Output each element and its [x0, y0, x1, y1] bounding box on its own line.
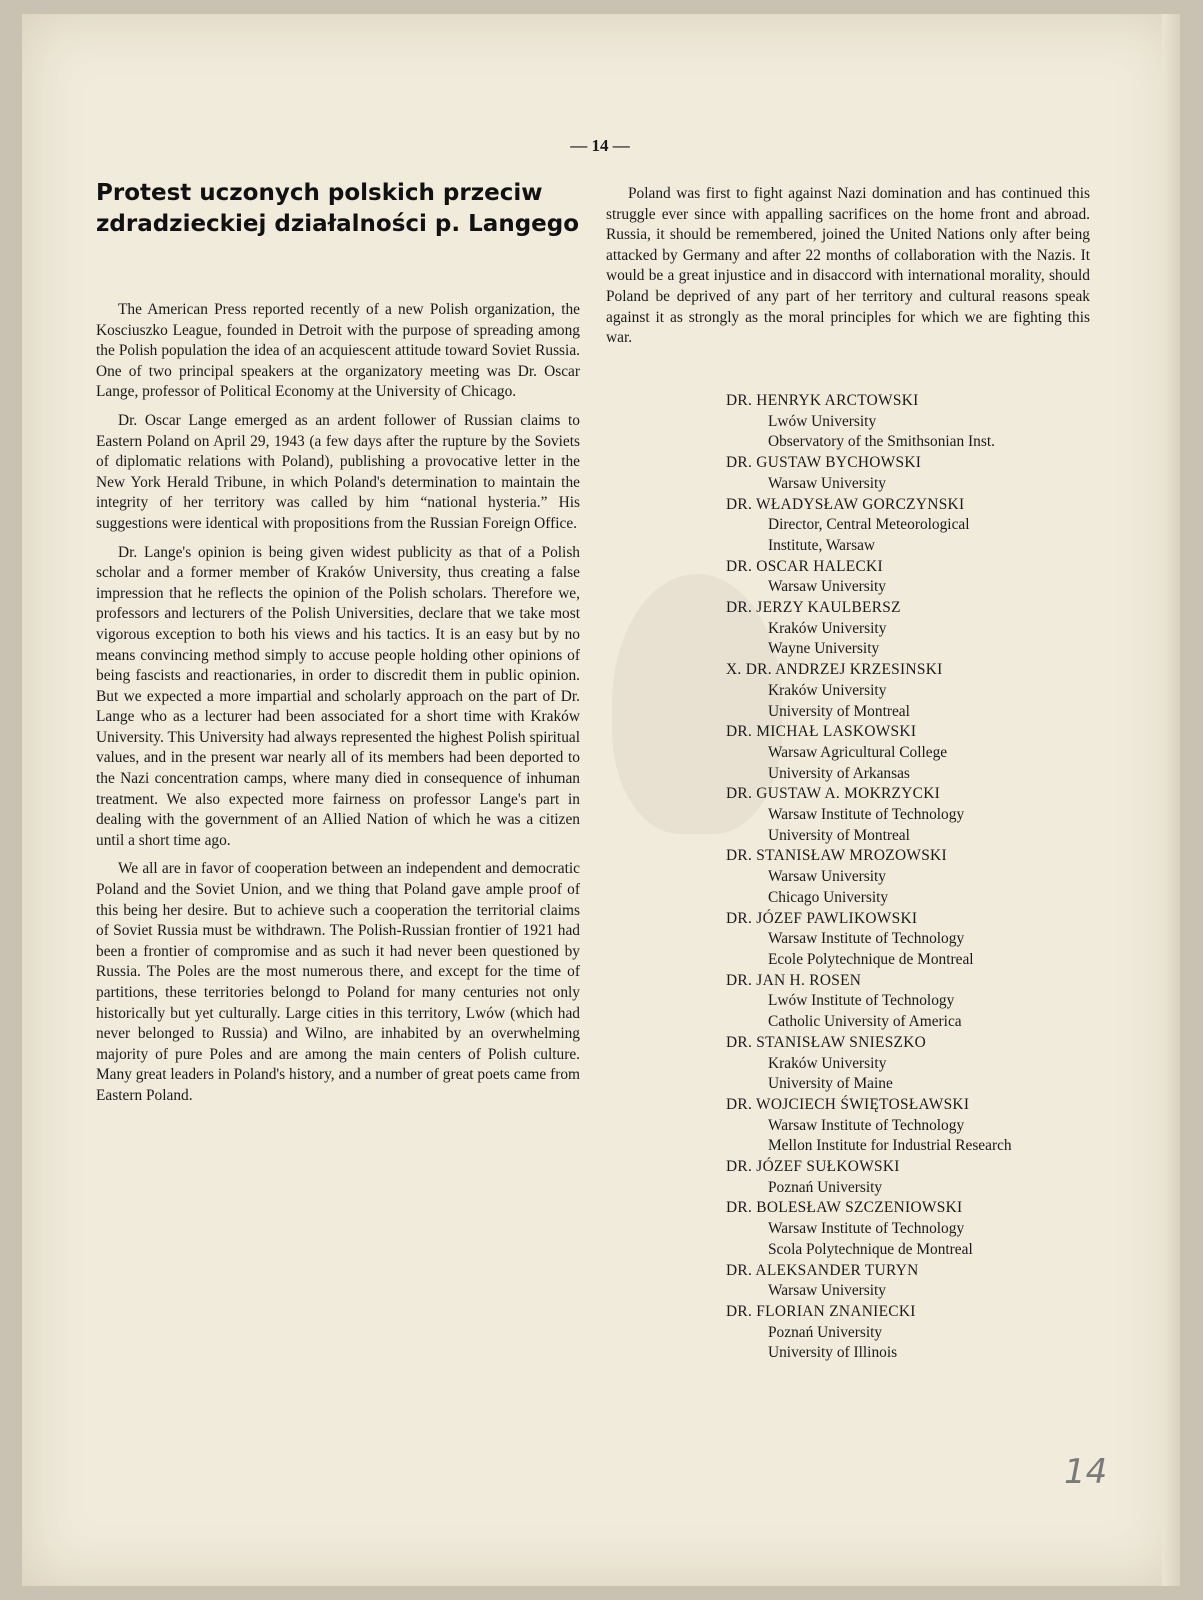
signatory: [726, 598, 1106, 660]
page-number: — 14 —: [570, 136, 630, 155]
right-column: [606, 184, 1090, 357]
signatory-affiliation: Warsaw Institute of Technology: [768, 930, 965, 948]
signatory-affiliation: Warsaw Institute of Technology: [768, 1220, 965, 1238]
signatory-affiliation: University of Montreal: [768, 702, 910, 720]
signatory-affiliation: Warsaw University: [768, 868, 887, 886]
signatory-name: DR. GUSTAW A. MOKRZYCKI: [726, 785, 941, 803]
left-column: [96, 300, 580, 1115]
signatory-affiliation: Mellon Institute for Industrial Research: [768, 1137, 1012, 1155]
signatory-affiliation: Kraków University: [768, 1054, 887, 1072]
signatory-name: DR. HENRYK ARCTOWSKI: [726, 392, 919, 409]
signatory-name: DR. BOLESŁAW SZCZENIOWSKI: [726, 1199, 963, 1217]
body-paragraph: Dr. Lange's opinion is being given widest publicity as that of a Polish scholar and a former member of Kraków University, thus creating a false impression that he reflects the opinion of the Polish scholars. Therefore we, professors and lecturers of the Polish Universities, declare that we take most vigorous exception to both his views and his tactics. It is an easy but by no means convincing method simply to accuse people holding other opinions of being fascists and reactionaries, in order to discredit them in public opinion. But we expected a more impartial and scholarly approach on the part of Dr. Lange who as a lecturer had been associated for a short time with Kraków University. This University had always represented the highest Polish spiritual values, and in the present war nearly all of its members had been deported to the Nazi concentration camps, where many died in consequence of inhuman treatment. We also expected more fairness on professor Lange's part in dealing with the government of an Allied Nation of which he was a citizen until a short time ago.: [96, 543, 580, 849]
signatory: [726, 1302, 1106, 1364]
signatory-affiliation: University of Arkansas: [768, 764, 910, 782]
signatory-affiliation: Warsaw University: [768, 1282, 887, 1300]
signatory: [726, 1033, 1106, 1095]
signatory: [726, 1157, 1106, 1198]
signatory: [726, 391, 1106, 453]
signatory-name: DR. JAN H. ROSEN: [726, 971, 862, 989]
signatory-affiliation: Director, Central Meteorological: [768, 516, 970, 534]
signatory-name: DR. JÓZEF SUŁKOWSKI: [726, 1158, 900, 1176]
signatory-name: DR. MICHAŁ LASKOWSKI: [726, 723, 917, 741]
signatory: [726, 1095, 1106, 1157]
signatory-affiliation: Chicago University: [768, 888, 889, 906]
signatory-list: [726, 391, 1106, 1364]
signatory-affiliation: Ecole Polytechnique de Montreal: [768, 950, 974, 968]
signatory-name: DR. JÓZEF PAWLIKOWSKI: [726, 909, 918, 927]
signatory-name: DR. WŁADYSŁAW GORCZYNSKI: [726, 495, 965, 513]
signatory-affiliation: Observatory of the Smithsonian Inst.: [768, 433, 995, 451]
signatory-affiliation: Lwów Institute of Technology: [768, 992, 955, 1010]
signatory-affiliation: Wayne University: [768, 640, 880, 658]
signatory-affiliation: Institute, Warsaw: [768, 536, 876, 554]
signatory-affiliation: Poznań University: [768, 1323, 883, 1341]
signatory-affiliation: Warsaw University: [768, 578, 887, 596]
body-paragraph: Poland was first to fight against Nazi domination and has continued this struggle ever since with appalling sacrifices on the home front and abroad. Russia, it should be remembered, joined the United Nations only after being attacked by Germany and after 22 months of collaboration with the Nazis. It would be a great injustice and in disaccord with international morality, should Poland be deprived of any part of her territory and cultural reasons speak against it as strongly as the moral principles for which we are fighting this war.: [606, 185, 1090, 347]
signatory: [726, 909, 1106, 971]
page-edge: [1162, 14, 1180, 1586]
body-paragraph: We all are in favor of cooperation between an independent and democratic Poland and the Soviet Union, and we thing that Poland gave ample proof of this being her desire. But to achieve such a cooperation the territorial claims of Soviet Russia must be withdrawn. The Polish-Russian frontier of 1921 had been a frontier of compromise and as such it had never been questioned by Russia. The Poles are the most numerous there, and except for the time of partitions, these territories belongd to Poland for many centuries not only historically but yet culturally. Large cities in this territory, Lwów (which had never belonged to Russia) and Wilno, are inhabited by an overwhelming majority of pure Poles and are among the main centers of Polish culture. Many great leaders in Poland's history, and a number of great poets came from Eastern Poland.: [96, 860, 580, 1104]
signatory: [726, 495, 1106, 557]
signatory: [726, 453, 1106, 494]
signatory-affiliation: Kraków University: [768, 619, 887, 637]
signatory-name: DR. FLORIAN ZNANIECKI: [726, 1302, 916, 1320]
signatory-affiliation: Warsaw Institute of Technology: [768, 806, 965, 824]
signatory-affiliation: Warsaw Agricultural College: [768, 743, 948, 761]
signatory-name: DR. GUSTAW BYCHOWSKI: [726, 454, 922, 472]
handwritten-page-mark: 14: [1064, 1452, 1108, 1492]
signatory: [726, 722, 1106, 784]
signatory: [726, 971, 1106, 1033]
signatory-affiliation: University of Illinois: [768, 1344, 898, 1362]
signatory: [726, 660, 1106, 722]
article-title: Protest uczonych polskich przeciw zdradzieckiej działalności p. Langego: [96, 180, 580, 237]
signatory-affiliation: Scola Polytechnique de Montreal: [768, 1240, 973, 1258]
signatory: [726, 1261, 1106, 1302]
signatory-name: DR. JERZY KAULBERSZ: [726, 599, 901, 617]
signatory-name: DR. OSCAR HALECKI: [726, 557, 883, 575]
body-paragraph: Dr. Oscar Lange emerged as an ardent follower of Russian claims to Eastern Poland on April 29, 1943 (a few days after the rupture by the Soviets of diplomatic relations with Poland), publishing a provocative letter in the New York Herald Tribune, in which Poland's determination to maintain the integrity of her territory was called by him “national hysteria.” His suggestions were identical with propositions from the Russian Foreign Office.: [96, 411, 580, 532]
signatory: [726, 846, 1106, 908]
signatory-name: DR. STANISŁAW SNIESZKO: [726, 1033, 927, 1051]
signatory: [726, 557, 1106, 598]
body-paragraph: The American Press reported recently of a new Polish organization, the Kosciuszko League, founded in Detroit with the purpose of spreading among the Polish population the idea of an acquiescent attitude toward Soviet Russia. One of two principal speakers at the organizatory meeting was Dr. Oscar Lange, professor of Political Economy at the University of Chicago.: [96, 301, 580, 401]
signatory-affiliation: University of Montreal: [768, 826, 910, 844]
signatory-affiliation: Poznań University: [768, 1178, 883, 1196]
signatory-name: DR. ALEKSANDER TURYN: [726, 1261, 919, 1279]
signatory: [726, 1198, 1106, 1260]
signatory-affiliation: Kraków University: [768, 681, 887, 699]
signatory-affiliation: Warsaw Institute of Technology: [768, 1116, 965, 1134]
signatory-name: X. DR. ANDRZEJ KRZESINSKI: [726, 661, 943, 679]
signatory-affiliation: Lwów University: [768, 412, 877, 430]
signatory-name: DR. STANISŁAW MROZOWSKI: [726, 847, 947, 865]
signatory: [726, 784, 1106, 846]
signatory-affiliation: University of Maine: [768, 1075, 893, 1093]
signatory-affiliation: Catholic University of America: [768, 1013, 962, 1031]
signatory-affiliation: Warsaw University: [768, 474, 887, 492]
signatory-name: DR. WOJCIECH ŚWIĘTOSŁAWSKI: [726, 1095, 970, 1113]
